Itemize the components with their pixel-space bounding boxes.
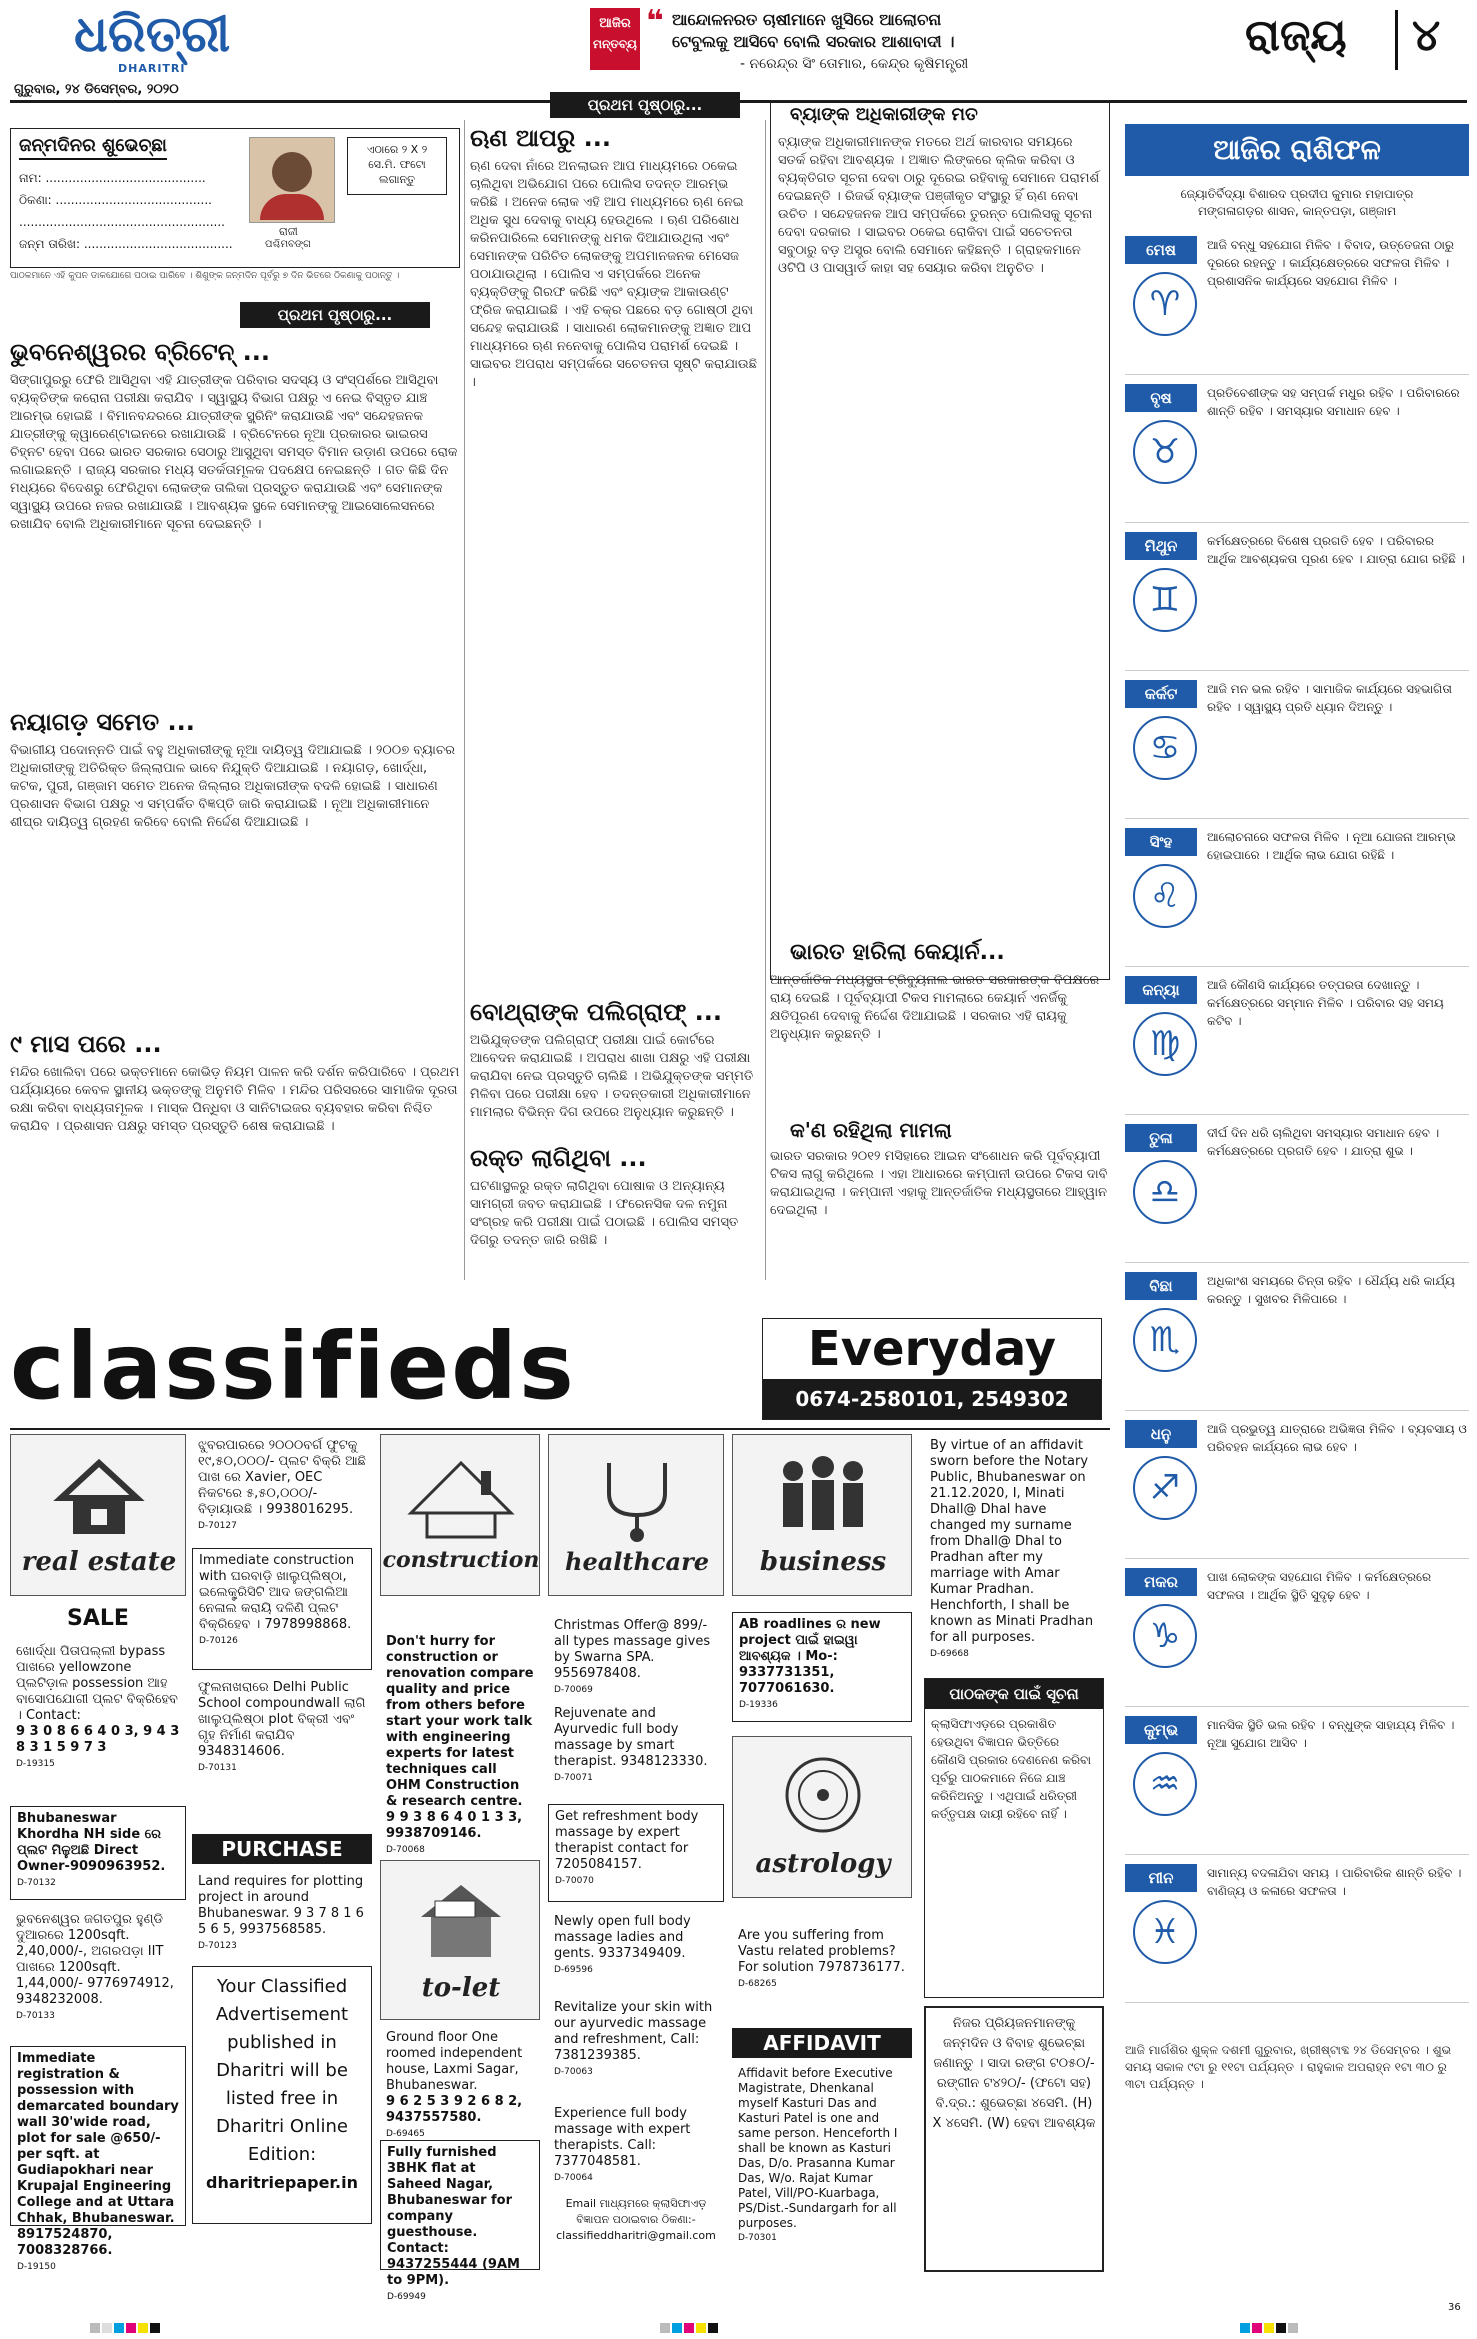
rashifal-sign-8 bbox=[1125, 1416, 1469, 1559]
print-bars-center bbox=[660, 2318, 720, 2337]
logo-sub: DHARITRI bbox=[118, 62, 186, 75]
sign-forecast: ଦୀର୍ଘ ଦିନ ଧରି ଚାଲିଥିବା ସମସ୍ୟାର ସମାଧାନ ହେବ । କର୍ମକ୍ଷେତ୍ରରେ ପ୍ରଗତି ହେବ । ଯାତ୍ରା ଶୁଭ । bbox=[1207, 1126, 1440, 1158]
rashifal-sign-0 bbox=[1125, 232, 1469, 375]
ad-h2-code: D-70071 bbox=[554, 1773, 593, 1783]
business-label: business bbox=[759, 1547, 887, 1577]
ad-c1-text: ଝୁବରପାରରେ ୨୦୦୦ବର୍ଗ ଫୁଟକୁ ୧୯,୫୦,୦୦୦/- ପ୍ଲଟ ବିକ୍ରି ଆଛି ପାଖ ରେ Xavier, OEC ନିକଟରେ ୫,୫୦,୦୦୦/- ବିଡ଼ାୟାଉଛି । 9938016295. bbox=[198, 1438, 366, 1517]
sign-forecast: ସାମାନ୍ୟ ବଦଳାଯିବା ସମୟ । ପାରିବାରିକ ଶାନ୍ତି ରହିବ । ବାଣିଜ୍ୟ ଓ କଳାରେ ସଫଳତା । bbox=[1207, 1866, 1462, 1898]
scorpion-icon: ♏ bbox=[1133, 1308, 1197, 1372]
child-place: ପଶ୍ଚିମବଙ୍ଗ bbox=[265, 239, 311, 250]
construction-label: construction bbox=[382, 1547, 540, 1573]
ad-h5[interactable] bbox=[548, 1996, 724, 2100]
sign-name: ସିଂହ bbox=[1125, 828, 1197, 856]
col4-body-1: ବ୍ୟାଙ୍କ ଅଧିକାରୀମାନଙ୍କ ମତରେ ଅର୍ଥ କାରବାର ସମୟରେ ସତର୍କ ରହିବା ଆବଶ୍ୟକ । ଅଜ୍ଞାତ ଲିଙ୍କରେ କ୍ଲିକ କରିବା ଓ ବ୍ୟକ୍ତିଗତ ସୂଚନା ଦେବା ଠାରୁ ଦୂରେଇ ରହିବାକୁ ସେମାନେ ପରାମର୍ଶ ଦେଇଛନ୍ତି । ରିଜର୍ଭ ବ୍ୟାଙ୍କ ପଞ୍ଜୀକୃତ ସଂସ୍ଥାରୁ ହିଁ ଋଣ ନେବା ଉଚିତ । ସନ୍ଦେହଜନକ ଆପ ସମ୍ପର୍କରେ ତୁରନ୍ତ ପୋଲିସକୁ ସୂଚନା ଦେବା ଦରକାର । ସାଇବର ଠକେଇ ରୋକିବା ପାଇଁ ସଚେତନତା ସବୁଠାରୁ ବଡ଼ ଅସ୍ତ୍ର ବୋଲି ସେମାନେ କହିଛନ୍ତି । ଗ୍ରାହକମାନେ ଓଟିପି ଓ ପାସୱାର୍ଡ କାହା ସହ ସେୟାର କରିବା ଅନୁଚିତ । bbox=[778, 135, 1100, 276]
ad-h1-code: D-70069 bbox=[554, 1685, 593, 1695]
online-promo[interactable] bbox=[192, 1966, 372, 2224]
ad-p1-text: Land requires for plotting project in around Bhubaneswar. 9 3 7 8 1 6 5 6 5, 9937568585. bbox=[198, 1874, 364, 1937]
ad-t2-text: Fully furnished 3BHK flat at Saheed Nagar, Bhubaneswar for company guesthouse. Contact: 9437255444 (9AM to 9PM). bbox=[387, 2145, 520, 2288]
sign-forecast: ଆଜି କୌଣସି କାର୍ଯ୍ୟରେ ତତ୍ପରତା ଦେଖାନ୍ତୁ । କର୍ମକ୍ଷେତ୍ରରେ ସମ୍ମାନ ମିଳିବ । ପରିବାର ସହ ସମୟ କଟିବ । bbox=[1207, 978, 1444, 1028]
ad-re4-phone: 8917524870, 7008328766. bbox=[17, 2227, 113, 2258]
rashifal-sign-1 bbox=[1125, 380, 1469, 523]
ad-re4[interactable] bbox=[10, 2046, 186, 2272]
rashifal-title: ଆଜିର ରାଶିଫଳ bbox=[1213, 133, 1381, 166]
ad-af2-text: By virtue of an affidavit sworn before the Notary Public, Bhubaneswar on 21.12.2020, I, Minati Dhall@ Dhal have changed my surname from Dhall@ Dhal to Pradhan after my marriage with Amar Kumar Pradhan. Henchforth, I shall be known as Minati Pradhan for all purposes. bbox=[930, 1438, 1094, 1645]
child-name: ରାଜୀ bbox=[279, 225, 298, 238]
bull-icon: ♉ bbox=[1133, 420, 1197, 484]
ad-h2-text: Rejuvenate and Ayurvedic full body massage by smart therapist. 9348123330. bbox=[554, 1706, 708, 1769]
ad-re1-text: ଖୋର୍ଦ୍ଧା ପିତାପଲ୍ଲୀ bypass ପାଖରେ yellowzone ପ୍ଲଟିଡ଼ାଳ possession ଆହ ବାସୋପଯୋଗୀ ପ୍ଲଟ ବିକ୍ରିହେବ । Contact: bbox=[16, 1644, 178, 1723]
maiden-icon: ♍ bbox=[1133, 1012, 1197, 1076]
col3-kicker: ପ୍ରଥମ ପୃଷ୍ଠାରୁ... bbox=[550, 92, 740, 118]
rashifal-sign-2 bbox=[1125, 528, 1469, 671]
ad-c3-text: ଫୁଲନାଖରାରେ Delhi Public School compoundwall ଲାଗି ଖାଲୁପ୍ଲିଷ୍ଠା plot ବିକ୍ରୀ ଏବଂ ଗୃହ ନିର୍ମାଣ କରାଯିବ 9348314606. bbox=[198, 1680, 366, 1759]
fish-icon: ♓ bbox=[1133, 1900, 1197, 1964]
tolet-house-icon bbox=[381, 1867, 541, 1967]
ad-h4[interactable] bbox=[548, 1910, 724, 1992]
ad-h2[interactable] bbox=[548, 1702, 724, 1800]
birthday-box bbox=[10, 128, 460, 268]
birthday-dob-field[interactable]: ଜନ୍ମ ତାରିଖ: ....................................... bbox=[19, 237, 233, 251]
rashifal-byline: ଜ୍ୟୋତିର୍ବିଦ୍ୟା ବିଶାରଦ ପ୍ରଦୀପ କୁମାର ମହାପାତ୍ର ମଙ୍ଗଳାଗଡ଼ର ଶାସନ, କାନ୍ତପଡ଼ା, ଗଞ୍ଜାମ bbox=[1180, 187, 1414, 218]
ad-b1-text: AB roadlines ର new project ପାଇଁ ହାଇୱା ଆବଶ୍ୟକ । Mo-: 9337731351, 7077061630. bbox=[739, 1617, 881, 1696]
wish-text: ନିଜର ପ୍ରିୟଜନମାନଙ୍କୁ ଜନ୍ମଦିନ ଓ ବିବାହ ଶୁଭେଚ୍ଛା ଜଣାନ୍ତୁ । ସାଦା ରଙ୍ଗ ଟ୦୫୦/- ରଙ୍ଗୀନ ଟ୪୨୦/- (ଫଟୋ ସହ) ବି.ଦ୍ର.: ଶୁଭେଚ୍ଛା ୪ସେମି. (H) X ୪ସେମି. (W) ହେବା ଆବଶ୍ୟକ bbox=[932, 2016, 1096, 2131]
col3-headline-1[interactable]: ଋଣ ଆପରୁ ... bbox=[470, 124, 611, 152]
twins-icon: ♊ bbox=[1133, 568, 1197, 632]
astrology-icon bbox=[733, 1745, 913, 1845]
sign-forecast: ଅଧିକାଂଶ ସମୟରେ ଚିନ୍ତା ରହିବ । ଧୈର୍ଯ୍ୟ ଧରି କାର୍ଯ୍ୟ କରନ୍ତୁ । ସୁଖବର ମିଳିପାରେ । bbox=[1207, 1274, 1455, 1306]
col2-headline-2[interactable]: ନୟାଗଡ଼ ସମେତ ... bbox=[10, 708, 195, 736]
sale-heading: SALE bbox=[67, 1606, 129, 1631]
real-estate-category[interactable] bbox=[10, 1434, 186, 1596]
healthcare-label: healthcare bbox=[565, 1547, 709, 1576]
ad-p1-code: D-70123 bbox=[198, 1941, 237, 1951]
real-estate-label: real estate bbox=[21, 1547, 177, 1577]
opinion-badge-bottom: ମନ୍ତବ୍ୟ bbox=[593, 37, 637, 51]
ad-re1-code: D-19315 bbox=[16, 1759, 55, 1769]
col2-headline-3[interactable]: ୯ ମାସ ପରେ ... bbox=[10, 1030, 162, 1058]
print-bars-left bbox=[90, 2318, 162, 2337]
birthday-address-label: ଠିକଣା: bbox=[19, 193, 52, 207]
quote-line-2: ଟେବୁଲକୁ ଆସିବେ ବୋଲି ସରକାର ଆଶାବାଦୀ । bbox=[672, 32, 955, 51]
tolet-label: to-let bbox=[421, 1973, 501, 2003]
birthday-address-field[interactable]: ଠିକଣା: ......................................... bbox=[19, 193, 212, 207]
sign-name: କୁମ୍ଭ bbox=[1125, 1716, 1197, 1744]
ad-re2-text: Bhubaneswar Khordha NH side ରେ ପ୍ଲଟ ମିଳୁଅଛି Direct Owner-9090963952. bbox=[17, 1811, 166, 1874]
rashifal-header bbox=[1125, 124, 1469, 176]
reader-notice bbox=[924, 1678, 1104, 1998]
sign-forecast: ଆଜି ବନ୍ଧୁ ସହଯୋଗ ମିଳିବ । ବିବାଦ, ଉତ୍ତେଜନା ଠାରୁ ଦୂରରେ ରହନ୍ତୁ । କାର୍ଯ୍ୟକ୍ଷେତ୍ରରେ ସଫଳତା ମିଳିବ । ପ୍ରଶାସନିକ କାର୍ଯ୍ୟରେ ସହଯୋଗ ମିଳିବ । bbox=[1207, 238, 1454, 288]
ad-k1[interactable] bbox=[380, 1630, 540, 1856]
business-category[interactable] bbox=[732, 1434, 912, 1596]
stethoscope-icon bbox=[549, 1443, 725, 1543]
astrology-label: astrology bbox=[755, 1849, 891, 1879]
col2-body-1: ସିଙ୍ଗାପୁରରୁ ଫେରି ଆସିଥିବା ଏହି ଯାତ୍ରୀଙ୍କ ପରିବାର ସଦସ୍ୟ ଓ ସଂସ୍ପର୍ଶରେ ଆସିଥିବା ବ୍ୟକ୍ତିଙ୍କ କରୋନା ପରୀକ୍ଷା କରାଯିବ । ସ୍ୱାସ୍ଥ୍ୟ ବିଭାଗ ପକ୍ଷରୁ ଏ ନେଇ ବିସ୍ତୃତ ଯାଞ୍ଚ ଆରମ୍ଭ ହୋଇଛି । ବିମାନବନ୍ଦରରେ ଯାତ୍ରୀଙ୍କ ସ୍କ୍ରିନିଂ କରାଯାଉଛି ଏବଂ ସନ୍ଦେହଜନକ ଯାତ୍ରୀଙ୍କୁ କ୍ୱାରେଣ୍ଟାଇନରେ ରଖାଯାଉଛି । ବ୍ରିଟେନରେ ନୂଆ ପ୍ରକାରର ଭାଇରସ ଚିହ୍ନଟ ହେବା ପରେ ଭାରତ ସରକାର ସେଠାରୁ ଆସୁଥିବା ସମସ୍ତ ବିମାନ ଉଡ଼ାଣ ଉପରେ ରୋକ ଲଗାଇଛନ୍ତି । ରାଜ୍ୟ ସରକାର ମଧ୍ୟ ସତର୍କତାମୂଳକ ପଦକ୍ଷେପ ନେଇଛନ୍ତି । ଗତ କିଛି ଦିନ ମଧ୍ୟରେ ବିଦେଶରୁ ଫେରିଥିବା ଲୋକଙ୍କ ତାଲିକା ପ୍ରସ୍ତୁତ କରାଯାଉଛି ଏବଂ ସେମାନଙ୍କ ସ୍ୱାସ୍ଥ୍ୟ ଉପରେ ନଜର ରଖାଯାଉଛି । ଆବଶ୍ୟକ ସ୍ଥଳେ ସେମାନଙ୍କୁ ଆଇସୋଲେସନରେ ରଖାଯିବ ବୋଲି ଅଧିକାରୀମାନେ ସୂଚନା ଦେଇଛନ୍ତି । bbox=[10, 373, 458, 532]
birthday-footnote: ପାଠକମାନେ ଏହି କୁପନ ଡାକଯୋଗେ ପଠାଇ ପାରିବେ । ଶିଶୁଙ୍କ ଜନ୍ମଦିନ ପୂର୍ବରୁ ୭ ଦିନ ଭିତରେ ଠିକଣାକୁ ପଠାନ୍ତୁ । bbox=[10, 271, 400, 281]
ad-h5-code: D-70063 bbox=[554, 2067, 593, 2077]
sign-forecast: କର୍ମକ୍ଷେତ୍ରରେ ବିଶେଷ ପ୍ରଗତି ହେବ । ପରିବାରର ଆର୍ଥିକ ଆବଶ୍ୟକତା ପୂରଣ ହେବ । ଯାତ୍ରା ଯୋଗ ରହିଛି । bbox=[1207, 534, 1466, 566]
ad-h4-text: Newly open full body massage ladies and gents. 9337349409. bbox=[554, 1914, 691, 1961]
tolet-category[interactable] bbox=[380, 1860, 540, 2020]
col2-headline-1[interactable]: ଭୁବନେଶ୍ୱରର ବ୍ରିଟେନ୍ ... bbox=[10, 338, 270, 366]
col2-body-3: ମନ୍ଦିର ଖୋଲିବା ପରେ ଭକ୍ତମାନେ କୋଭିଡ଼ ନିୟମ ପାଳନ କରି ଦର୍ଶନ କରିପାରିବେ । ପ୍ରଥମ ପର୍ଯ୍ୟାୟରେ କେବଳ ସ୍ଥାନୀୟ ଭକ୍ତଙ୍କୁ ଅନୁମତି ମିଳିବ । ମନ୍ଦିର ପରିସରରେ ସାମାଜିକ ଦୂରତା ରକ୍ଷା କରିବା ବାଧ୍ୟତାମୂଳକ । ମାସ୍କ ପିନ୍ଧିବା ଓ ସାନିଟାଇଜର ବ୍ୟବହାର କରିବା ନିଶ୍ଚିତ କରାଯିବ । ପ୍ରଶାସନ ପକ୍ଷରୁ ସମସ୍ତ ପ୍ରସ୍ତୁତି ଶେଷ କରାଯାଇଛି । bbox=[10, 1065, 460, 1134]
quote-line-1: ଆନ୍ଦୋଳନରତ ଚାଷୀମାନେ ଖୁସିରେ ଆଲୋଚନା bbox=[672, 10, 942, 29]
house-icon bbox=[11, 1443, 187, 1543]
ad-t1-code: D-69465 bbox=[386, 2129, 425, 2139]
ad-t1[interactable] bbox=[380, 2026, 540, 2138]
crab-icon: ♋ bbox=[1133, 716, 1197, 780]
ad-h6[interactable] bbox=[548, 2102, 724, 2188]
ad-h3[interactable] bbox=[548, 1804, 724, 1902]
ad-h1[interactable] bbox=[548, 1614, 724, 1700]
ad-c2[interactable] bbox=[192, 1548, 372, 1670]
ad-a1-text: Are you suffering from Vastu related problems? For solution 7978736177. bbox=[738, 1928, 905, 1975]
reader-notice-title: ପାଠକଙ୍କ ପାଇଁ ସୂଚନା bbox=[925, 1679, 1103, 1709]
ad-t1-phone: 9 6 2 5 3 9 2 6 8 2, 9437557580. bbox=[386, 2094, 523, 2125]
ad-h3-text: Get refreshment body massage by expert therapist contact for 7205084157. bbox=[555, 1809, 699, 1872]
ad-c2-text: Immediate construction with ଘରବାଡ଼ି ଖାଲୁପ୍ଲିଷ୍ଠା, ଇଲେକ୍ଟ୍ରିସିଟି ଆଦ ଜଙ୍ଗଲିଆ ନେଳାଲ କରାୟି ଦଳିଣି ପ୍ଲଟ ବିକ୍ରିହେବ । 7978998868. bbox=[199, 1553, 355, 1632]
sign-name: ମୀନ bbox=[1125, 1864, 1197, 1892]
classifieds-everyday: Everyday bbox=[763, 1319, 1101, 1379]
ad-k1-text: Don't hurry for construction or renovation compare quality and price from others before start your work talk with engineering experts for latest techniques call OHM Construction & research centre. bbox=[386, 1634, 534, 1809]
classifieds-everyday-box bbox=[762, 1318, 1102, 1420]
column-rule-2 bbox=[765, 120, 766, 1280]
ad-re2-code: D-70132 bbox=[17, 1878, 56, 1888]
col3-headline-2[interactable]: ବୋଥ୍ରାଙ୍କ ପଲିଗ୍ରାଫ୍ ... bbox=[470, 998, 722, 1026]
ad-c3[interactable] bbox=[192, 1676, 372, 1826]
ad-af1-code: D-70301 bbox=[738, 2233, 777, 2243]
sign-forecast: ଆଜି ପ୍ରଭୁତ୍ୱ ଯାତ୍ରାରେ ଅଭିଜ୍ଞତା ମିଳିବ । ବ୍ୟବସାୟ ଓ ପରିବହନ କାର୍ଯ୍ୟରେ ଲାଭ ହେବ । bbox=[1207, 1422, 1467, 1454]
col3-body-2: ଅଭିଯୁକ୍ତଙ୍କ ପଲିଗ୍ରାଫ୍ ପରୀକ୍ଷା ପାଇଁ କୋର୍ଟରେ ଆବେଦନ କରାଯାଇଛି । ଅପରାଧ ଶାଖା ପକ୍ଷରୁ ଏହି ପରୀକ୍ଷା କରାଯିବା ନେଇ ପ୍ରସ୍ତୁତି ଚାଲିଛି । ଅଭିଯୁକ୍ତଙ୍କ ସମ୍ମତି ମିଳିବା ପରେ ପରୀକ୍ଷା ହେବ । ତଦନ୍ତକାରୀ ଅଧିକାରୀମାନେ ମାମଲାର ବିଭିନ୍ନ ଦିଗ ଉପରେ ଅନୁଧ୍ୟାନ କରୁଛନ୍ତି । bbox=[470, 1033, 754, 1120]
issue-date: ଗୁରୁବାର, ୨୪ ଡିସେମ୍ବର, ୨୦୨୦ bbox=[14, 82, 179, 97]
print-bars-right bbox=[1240, 2318, 1300, 2337]
archer-icon: ♐ bbox=[1133, 1456, 1197, 1520]
scales-icon: ♎ bbox=[1133, 1160, 1197, 1224]
ad-h6-text: Experience full body massage with expert therapists. Call: 7377048581. bbox=[554, 2106, 691, 2169]
col2-body-2: ବିଭାଗୀୟ ପଦୋନ୍ନତି ପାଇଁ ବହୁ ଅଧିକାରୀଙ୍କୁ ନୂଆ ଦାୟିତ୍ୱ ଦିଆଯାଇଛି । ୨୦୦୭ ବ୍ୟାଚର ଅଧିକାରୀଙ୍କୁ ଅତିରିକ୍ତ ଜିଲ୍ଲାପାଳ ଭାବେ ନିଯୁକ୍ତି ଦିଆଯାଇଛି । ନୟାଗଡ଼, ଖୋର୍ଦ୍ଧା, କଟକ, ପୁରୀ, ଗଞ୍ଜାମ ସମେତ ଅନେକ ଜିଲ୍ଲାର ଅଧିକାରୀଙ୍କ ବଦଳି ହୋଇଛି । ସାଧାରଣ ପ୍ରଶାସନ ବିଭାଗ ପକ୍ଷରୁ ଏ ସମ୍ପର୍କିତ ବିଜ୍ଞପ୍ତି ଜାରି କରାଯାଇଛି । ନୂଆ ଅଧିକାରୀମାନେ ଶୀଘ୍ର ଦାୟିତ୍ୱ ଗ୍ରହଣ କରିବେ ବୋଲି ନିର୍ଦ୍ଦେଶ ଦିଆଯାଇଛି । bbox=[10, 743, 455, 830]
classifieds-rule bbox=[10, 1428, 1110, 1430]
sign-name: ବୃଷ bbox=[1125, 384, 1197, 412]
col3-headline-3[interactable]: ରକ୍ତ ଲାଗିଥିବା ... bbox=[470, 1144, 647, 1172]
sign-name: ମେଷ bbox=[1125, 236, 1197, 264]
logo: ଧରିତ୍ରୀ bbox=[74, 4, 231, 63]
col3-body-1: ଋଣ ଦେବା ନାଁରେ ଅନଲାଇନ ଆପ ମାଧ୍ୟମରେ ଠକେଇ ଚାଲିଥିବା ଅଭିଯୋଗ ପରେ ପୋଲିସ ତଦନ୍ତ ଆରମ୍ଭ କରିଛି । ଅନେକ ଲୋକ ଏହି ଆପ ମାଧ୍ୟମରେ ଋଣ ନେଇ ଅଧିକ ସୁଧ ଦେବାକୁ ବାଧ୍ୟ ହେଉଥିଲେ । ଋଣ ପରିଶୋଧ କରିନପାରିଲେ ସେମାନଙ୍କୁ ଧମକ ଦିଆଯାଉଥିଲା ଏବଂ ସେମାନଙ୍କ ପରିଚିତ ଲୋକଙ୍କୁ ଅପମାନଜନକ ମେସେଜ ପଠାଯାଉଥିଲା । ପୋଲିସ ଏ ସମ୍ପର୍କରେ ଅନେକ ବ୍ୟକ୍ତିଙ୍କୁ ଗିରଫ କରିଛି ଏବଂ ବ୍ୟାଙ୍କ ଆକାଉଣ୍ଟ ଫ୍ରିଜ କରାଯାଇଛି । ଏହି ଚକ୍ର ପଛରେ ବଡ଼ ଗୋଷ୍ଠୀ ଥିବା ସନ୍ଦେହ କରାଯାଉଛି । ସାଧାରଣ ଲୋକମାନଙ୍କୁ ଅଜ୍ଞାତ ଆପ ମାଧ୍ୟମରେ ଋଣ ନନେବାକୁ ପୋଲିସ ପରାମର୍ଶ ଦେଇଛି । ସାଇବର ଅପରାଧ ସମ୍ପର୍କରେ ସଚେତନତା ସୃଷ୍ଟି କରାଯାଉଛି । bbox=[470, 159, 758, 390]
ad-re2[interactable] bbox=[10, 1806, 186, 1900]
ad-t2-code: D-69949 bbox=[387, 2292, 426, 2302]
water-bearer-icon: ♒ bbox=[1133, 1752, 1197, 1816]
ad-c2-code: D-70126 bbox=[199, 1636, 238, 1646]
ad-re3-code: D-70133 bbox=[16, 2011, 55, 2021]
ram-icon: ♈ bbox=[1133, 272, 1197, 336]
ad-t2[interactable] bbox=[380, 2140, 540, 2302]
rashifal-sign-4 bbox=[1125, 824, 1469, 967]
sign-forecast: ଆଲୋଚନାରେ ସଫଳତା ମିଳିବ । ନୂଆ ଯୋଜନା ଆରମ୍ଭ ହୋଇପାରେ । ଆର୍ଥିକ ଲାଭ ଯୋଗ ରହିଛି । bbox=[1207, 830, 1456, 862]
classifieds-phones[interactable]: 0674-2580101, 2549302 bbox=[763, 1379, 1101, 1419]
col4-headline-3[interactable]: କ'ଣ ରହିଥିଲା ମାମଲା bbox=[790, 1118, 952, 1142]
panchang: ଆଜି ମାର୍ଗଶିର ଶୁକ୍ଳ ଦଶମୀ ଗୁରୁବାର, ଖ୍ରୀଷ୍ଟାବ୍ଦ ୨୪ ଡିସେମ୍ବର । ଶୁଭ ସମୟ ସକାଳ ୯ଟା ରୁ ୧୧ଟା ପର୍ଯ୍ୟନ୍ତ । ରାହୁକାଳ ଅପରାହ୍ନ ୧ଟା ୩୦ ରୁ ୩ଟା ପର୍ଯ୍ୟନ୍ତ । bbox=[1125, 2043, 1452, 2091]
ad-af1[interactable] bbox=[732, 2062, 912, 2272]
rashifal-sign-3 bbox=[1125, 676, 1469, 819]
column-rule-1 bbox=[464, 120, 465, 1280]
sign-forecast: ପାଖ ଲୋକଙ୍କ ସହଯୋଗ ମିଳିବ । କର୍ମକ୍ଷେତ୍ରରେ ସଫଳତା । ଆର୍ଥିକ ସ୍ଥିତି ସୁଦୃଢ଼ ହେବ । bbox=[1207, 1570, 1432, 1602]
ad-a1[interactable] bbox=[732, 1924, 912, 2024]
ad-h3-code: D-70070 bbox=[555, 1876, 594, 1886]
construction-icon bbox=[381, 1443, 541, 1543]
ad-t1-text: Ground floor One roomed independent house, Laxmi Sagar, Bhubaneswar. bbox=[386, 2030, 523, 2093]
col3-body-3: ଘଟଣାସ୍ଥଳରୁ ରକ୍ତ ଲାଗିଥିବା ପୋଷାକ ଓ ଅନ୍ୟାନ୍ୟ ସାମଗ୍ରୀ ଜବତ କରାଯାଇଛି । ଫରେନସିକ ଦଳ ନମୁନା ସଂଗ୍ରହ କରି ପରୀକ୍ଷା ପାଇଁ ପଠାଇଛି । ପୋଲିସ ସମସ୍ତ ଦିଗରୁ ତଦନ୍ତ ଜାରି ରଖିଛି । bbox=[470, 1179, 739, 1248]
online-promo-text: Your Classified Advertisement published in Dharitri will be listed free in Dharitri Online Edition: bbox=[215, 1976, 349, 2165]
ad-af2[interactable] bbox=[924, 1434, 1104, 1668]
ad-a1-code: D-68265 bbox=[738, 1979, 777, 1989]
sign-name: କନ୍ୟା bbox=[1125, 976, 1197, 1004]
ad-h5-text: Revitalize your skin with our ayurvedic massage and refreshment, Call: 7381239385. bbox=[554, 2000, 713, 2063]
col4-body-3: ଭାରତ ସରକାର ୨୦୧୨ ମସିହାରେ ଆଇନ ସଂଶୋଧନ କରି ପୂର୍ବବ୍ୟାପୀ ଟିକସ ଲାଗୁ କରିଥିଲେ । ଏହା ଆଧାରରେ କମ୍ପାନୀ ଉପରେ ଟିକସ ଦାବି କରାଯାଇଥିଲା । କମ୍ପାନୀ ଏହାକୁ ଆନ୍ତର୍ଜାତିକ ମଧ୍ୟସ୍ଥତାରେ ଆହ୍ୱାନ ଦେଇଥିଲା । bbox=[770, 1149, 1108, 1218]
ad-re1-phone: 9 3 0 8 6 6 4 0 3, 9 4 3 8 3 1 5 9 7 3 bbox=[16, 1724, 180, 1755]
birthday-title: ଜନ୍ମଦିନର ଶୁଭେଚ୍ଛା bbox=[19, 135, 167, 160]
ad-email[interactable] bbox=[548, 2192, 724, 2272]
ad-re3-text: ଭୁବନେଶ୍ୱର ଜଗତପୁର ହୁଣ୍ଡି ଦୁଆରରେ 1200sqft. 2,40,000/-, ଅଗରପଡ଼ା IIT ପାଖରେ 1200sqft. 1,44,000/- 9776974912, 9348232008. bbox=[16, 1912, 174, 2007]
sign-name: ଧନୁ bbox=[1125, 1420, 1197, 1448]
col2-kicker: ପ୍ରଥମ ପୃଷ୍ଠାରୁ... bbox=[240, 302, 430, 328]
rashifal-list bbox=[1125, 232, 1469, 2012]
goat-icon: ♑ bbox=[1133, 1604, 1197, 1668]
ad-h6-code: D-70064 bbox=[554, 2173, 593, 2183]
quote-mark-icon: ❝ bbox=[646, 4, 664, 39]
wish-box[interactable] bbox=[924, 2006, 1104, 2272]
ad-email-address[interactable]: classifieddharitri@gmail.com bbox=[556, 2229, 716, 2242]
birthday-address-field-2[interactable]: ...................................................... bbox=[19, 215, 225, 229]
ad-p1[interactable] bbox=[192, 1870, 372, 1962]
ad-c1-code: D-70127 bbox=[198, 1521, 237, 1531]
birthday-name-field[interactable]: ନାମ: .......................................... bbox=[19, 171, 206, 185]
rashifal-sign-10 bbox=[1125, 1712, 1469, 1855]
sign-name: କର୍କଟ bbox=[1125, 680, 1197, 708]
opinion-badge-top: ଆଜିର bbox=[599, 16, 631, 31]
ad-c1[interactable] bbox=[192, 1434, 372, 1544]
ad-email-text: Email ମାଧ୍ୟମରେ କ୍ଲାସିଫାଏଡ଼ ବିଜ୍ଞାପନ ପଠାଇବାର ଠିକଣା:- bbox=[565, 2197, 707, 2226]
sign-forecast: ଆଜି ମନ ଭଲ ରହିବ । ସାମାଜିକ କାର୍ଯ୍ୟରେ ସହଭାଗିତା ରହିବ । ସ୍ୱାସ୍ଥ୍ୟ ପ୍ରତି ଧ୍ୟାନ ଦିଅନ୍ତୁ । bbox=[1207, 682, 1452, 714]
astrology-category[interactable] bbox=[732, 1736, 912, 1898]
rashifal-sign-5 bbox=[1125, 972, 1469, 1115]
ad-h1-text: Christmas Offer@ 899/- all types massage gives by Swarna SPA. 9556978408. bbox=[554, 1618, 711, 1681]
affidavit-heading: AFFIDAVIT bbox=[732, 2028, 912, 2058]
ad-h4-code: D-69596 bbox=[554, 1965, 593, 1975]
masthead bbox=[0, 0, 1477, 100]
quote-author: - ନରେନ୍ଦ୍ର ସିଂ ତୋମାର, କେନ୍ଦ୍ର କୃଷିମନ୍ତ୍ରୀ bbox=[740, 56, 969, 72]
online-promo-url[interactable]: dharitriepaper.in bbox=[205, 2173, 358, 2192]
purchase-heading: PURCHASE bbox=[192, 1834, 372, 1864]
section-divider bbox=[1395, 10, 1398, 70]
section-name: ରାଜ୍ୟ bbox=[1245, 10, 1347, 61]
ad-b1[interactable] bbox=[732, 1612, 912, 1722]
col4-headline-1[interactable]: ବ୍ୟାଙ୍କ ଅଧିକାରୀଙ୍କ ମତ bbox=[790, 104, 978, 125]
ad-k1-code: D-70068 bbox=[386, 1845, 425, 1855]
col4-body-2: ଆନ୍ତର୍ଜାତିକ ମଧ୍ୟସ୍ଥତା ଟ୍ରିବ୍ୟୁନାଲ ଭାରତ ସରକାରଙ୍କ ବିପକ୍ଷରେ ରାୟ ଦେଇଛି । ପୂର୍ବବ୍ୟାପୀ ଟିକସ ମାମଲାରେ କେୟାର୍ନ ଏନର୍ଜିକୁ କ୍ଷତିପୂରଣ ଦେବାକୁ ନିର୍ଦ୍ଦେଶ ଦିଆଯାଇଛି । ସରକାର ଏହି ରାୟକୁ ଅନୁଧ୍ୟାନ କରୁଛନ୍ତି । bbox=[770, 973, 1100, 1042]
classifieds-title: classifieds bbox=[10, 1313, 576, 1420]
sign-name: ବିଛା bbox=[1125, 1272, 1197, 1300]
folio-number: 36 bbox=[1448, 2302, 1461, 2313]
sign-name: ମକର bbox=[1125, 1568, 1197, 1596]
rashifal-sign-7 bbox=[1125, 1268, 1469, 1411]
rashifal-sign-9 bbox=[1125, 1564, 1469, 1707]
ad-re3[interactable] bbox=[10, 1908, 186, 2038]
birthday-name-label: ନାମ: bbox=[19, 171, 42, 185]
rashifal-sign-6 bbox=[1125, 1120, 1469, 1263]
ad-re4-code: D-19150 bbox=[17, 2262, 56, 2272]
ad-re1[interactable] bbox=[10, 1640, 186, 1800]
col4-headline-2[interactable]: ଭାରତ ହାରିଲା କେୟାର୍ନ... bbox=[790, 940, 1005, 965]
business-people-icon bbox=[733, 1443, 913, 1543]
birthday-dob-label: ଜନ୍ମ ତାରିଖ: bbox=[19, 237, 81, 251]
sign-name: ତୁଳା bbox=[1125, 1124, 1197, 1152]
rashifal-sign-11 bbox=[1125, 1860, 1469, 2003]
ad-c3-code: D-70131 bbox=[198, 1763, 237, 1773]
ad-re4-text: Immediate registration & possession with demarcated boundary wall 30'wide road, plot for sale @650/- per sqft. at Gudiapokhari near Krupajal Engineering College and at Uttara Chhak, Bhubaneswar. bbox=[17, 2051, 179, 2226]
lion-icon: ♌ bbox=[1133, 864, 1197, 928]
ad-b1-code: D-19336 bbox=[739, 1700, 778, 1710]
healthcare-category[interactable] bbox=[548, 1434, 724, 1596]
construction-category[interactable] bbox=[380, 1434, 540, 1596]
ad-af1-text: Affidavit before Executive Magistrate, Dhenkanal myself Kasturi Das and Kasturi Patel is one and same person. Henceforth I shall be known as Kasturi Das, D/o. Prasanna Kumar Das, W/o. Rajat Kumar Patel, Vill/PO-Kuarbaga, PS/Dist.-Sundargarh for all purposes. bbox=[738, 2066, 898, 2230]
page-number: ୪ bbox=[1412, 10, 1441, 61]
sign-forecast: ପ୍ରତିବେଶୀଙ୍କ ସହ ସମ୍ପର୍କ ମଧୁର ରହିବ । ପରିବାରରେ ଶାନ୍ତି ରହିବ । ସମସ୍ୟାର ସମାଧାନ ହେବ । bbox=[1207, 386, 1460, 418]
sign-forecast: ମାନସିକ ସ୍ଥିତି ଭଲ ରହିବ । ବନ୍ଧୁଙ୍କ ସାହାଯ୍ୟ ମିଳିବ । ନୂଆ ସୁଯୋଗ ଆସିବ । bbox=[1207, 1718, 1455, 1750]
ad-af2-code: D-69668 bbox=[930, 1649, 969, 1659]
opinion-badge bbox=[590, 8, 640, 70]
ad-k1-phone: 9 9 3 8 6 4 0 1 3 3, 9938709146. bbox=[386, 1810, 523, 1841]
reader-notice-text: କ୍ଲାସିଫାଏଡ଼ରେ ପ୍ରକାଶିତ ହେଉଥିବା ବିଜ୍ଞାପନ ଭିତ୍ତିରେ କୌଣସି ପ୍ରକାର ଦେଣନେଣ କରିବା ପୂର୍ବରୁ ପାଠକମାନେ ନିଜେ ଯାଞ୍ଚ କରିନିଅନ୍ତୁ । ଏଥିପାଇଁ ଧରିତ୍ରୀ କର୍ତ୍ତୃପକ୍ଷ ଦାୟୀ ରହିବେ ନାହିଁ । bbox=[931, 1717, 1091, 1821]
sign-name: ମିଥୁନ bbox=[1125, 532, 1197, 560]
child-photo bbox=[249, 137, 335, 223]
photo-placeholder[interactable]: ଏଠାରେ ୨ X ୨ ସେ.ମି. ଫଟୋ ଲଗାନ୍ତୁ bbox=[347, 137, 447, 195]
